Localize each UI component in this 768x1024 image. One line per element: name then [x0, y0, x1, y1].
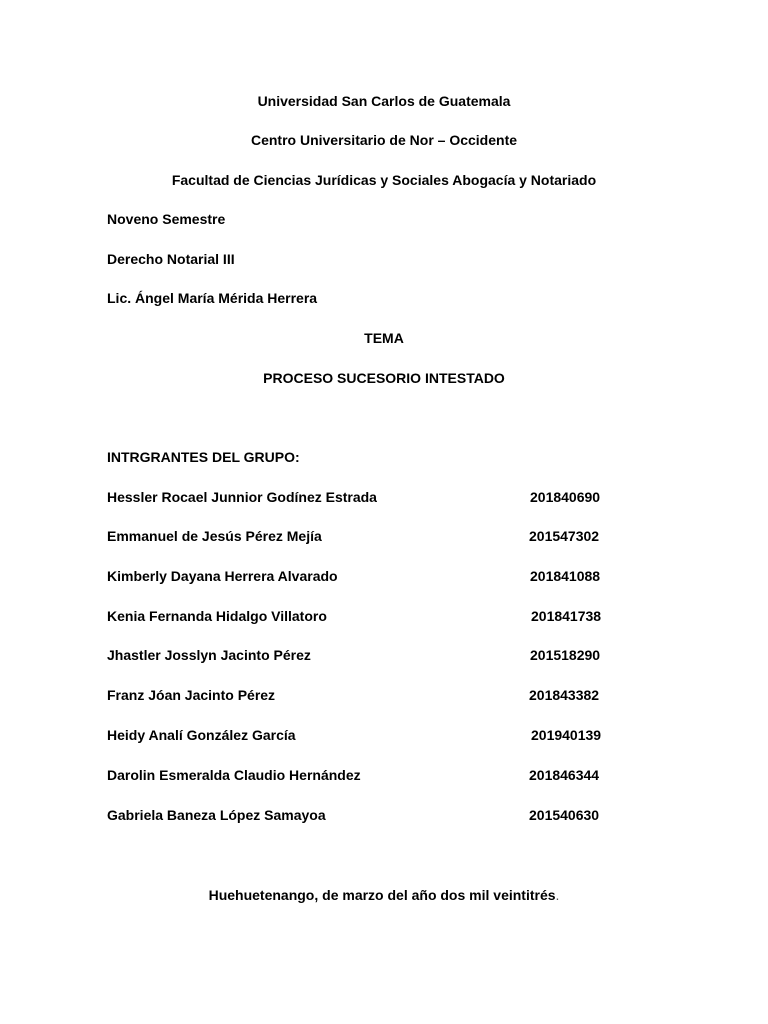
member-name: Gabriela Baneza López Samayoa: [107, 807, 326, 823]
place-date: [0, 886, 768, 904]
member-id: 201540630: [529, 807, 600, 823]
member-name: Hessler Rocael Junnior Godínez Estrada: [107, 489, 377, 505]
group-heading: INTRGRANTES DEL GRUPO:: [107, 449, 300, 465]
place-date-text: Huehuetenango, de marzo del año dos mil veintitrés: [208, 887, 556, 903]
semester: Noveno Semestre: [107, 211, 226, 227]
course-name: Derecho Notarial III: [107, 251, 235, 267]
member-name: Jhastler Josslyn Jacinto Pérez: [107, 647, 311, 663]
place-date-period: .: [555, 887, 560, 903]
member-name: Kenia Fernanda Hidalgo Villatoro: [107, 608, 327, 624]
member-id: 201843382: [529, 687, 600, 703]
topic-label: TEMA: [364, 330, 404, 346]
member-name: Kimberly Dayana Herrera Alvarado: [107, 568, 338, 584]
member-id: 201547302: [529, 528, 600, 544]
university-name: Universidad San Carlos de Guatemala: [257, 93, 511, 109]
member-name: Darolin Esmeralda Claudio Hernández: [107, 767, 361, 783]
member-name: Emmanuel de Jesús Pérez Mejía: [107, 528, 322, 544]
faculty-name: Facultad de Ciencias Jurídicas y Sociales Abogacía y Notariado: [171, 172, 597, 188]
member-id: 201518290: [530, 647, 601, 663]
member-name: Heidy Analí González García: [107, 727, 296, 743]
member-id: 201840690: [530, 489, 601, 505]
professor-name: Lic. Ángel María Mérida Herrera: [107, 290, 318, 306]
member-id: 201841088: [530, 568, 601, 584]
topic-title: PROCESO SUCESORIO INTESTADO: [263, 370, 505, 386]
member-id: 201846344: [529, 767, 600, 783]
university-center: Centro Universitario de Nor – Occidente: [250, 132, 518, 148]
member-name: Franz Jóan Jacinto Pérez: [107, 687, 276, 703]
member-id: 201940139: [531, 727, 602, 743]
member-id: 201841738: [531, 608, 602, 624]
